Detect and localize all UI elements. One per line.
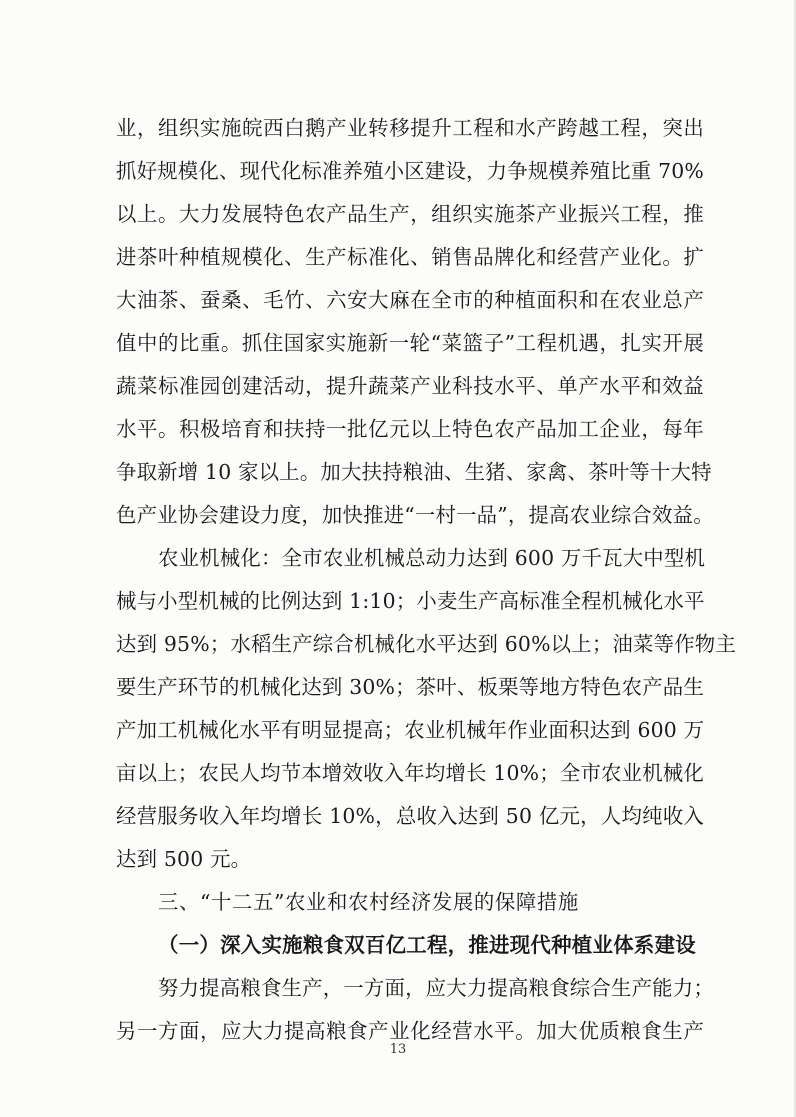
body-line: 农业机械化：全市农业机械总动力达到 600 万千瓦大中型机 <box>158 546 706 570</box>
body-line: 产加工机械化水平有明显提高；农业机械年作业面积达到 600 万 <box>116 718 705 742</box>
section-heading: 三、“十二五”农业和农村经济发展的保障措施 <box>158 890 579 914</box>
body-line: 努力提高粮食生产，一方面，应大力提高粮食综合生产能力； <box>158 976 714 1000</box>
body-line: 蔬菜标准园创建活动，提升蔬菜产业科技水平、单产水平和效益 <box>116 374 704 398</box>
subsection-heading: （一）深入实施粮食双百亿工程，推进现代种植业体系建设 <box>158 933 696 957</box>
body-line: 进茶叶种植规模化、生产标准化、销售品牌化和经营产业化。扩 <box>116 245 704 269</box>
body-line: 械与小型机械的比例达到 1:10；小麦生产高标准全程机械化水平 <box>116 589 705 613</box>
body-line: 以上。大力发展特色农产品生产，组织实施茶产业振兴工程，推 <box>116 202 704 226</box>
body-line: 争取新增 10 家以上。加大扶持粮油、生猪、家禽、茶叶等十大特 <box>116 460 712 484</box>
body-line: 亩以上；农民人均节本增效收入年均增长 10%；全市农业机械化 <box>116 761 704 785</box>
body-line: 达到 500 元。 <box>116 847 252 871</box>
body-line: 色产业协会建设力度，加快推进“一村一品”，提高农业综合效益。 <box>116 503 714 527</box>
body-line: 抓好规模化、现代化标准养殖小区建设，力争规模养殖比重 70% <box>116 159 704 183</box>
body-line: 水平。积极培育和扶持一批亿元以上特色农产品加工企业，每年 <box>116 417 704 441</box>
body-line: 大油茶、蚕桑、毛竹、六安大麻在全市的种植面积和在农业总产 <box>116 288 704 312</box>
body-line: 另一方面，应大力提高粮食产业化经营水平。加大优质粮食生产 <box>116 1019 704 1043</box>
body-line: 值中的比重。抓住国家实施新一轮“菜篮子”工程机遇，扎实开展 <box>116 331 704 355</box>
page-number: 13 <box>389 1042 407 1057</box>
body-line: 经营服务收入年均增长 10%，总收入达到 50 亿元，人均纯收入 <box>116 804 704 828</box>
body-line: 业，组织实施皖西白鹅产业转移提升工程和水产跨越工程，突出 <box>116 116 704 140</box>
body-line: 达到 95%；水稻生产综合机械化水平达到 60%以上；油菜等作物主 <box>116 632 736 656</box>
body-line: 要生产环节的机械化达到 30%；茶叶、板栗等地方特色农产品生 <box>116 675 704 699</box>
